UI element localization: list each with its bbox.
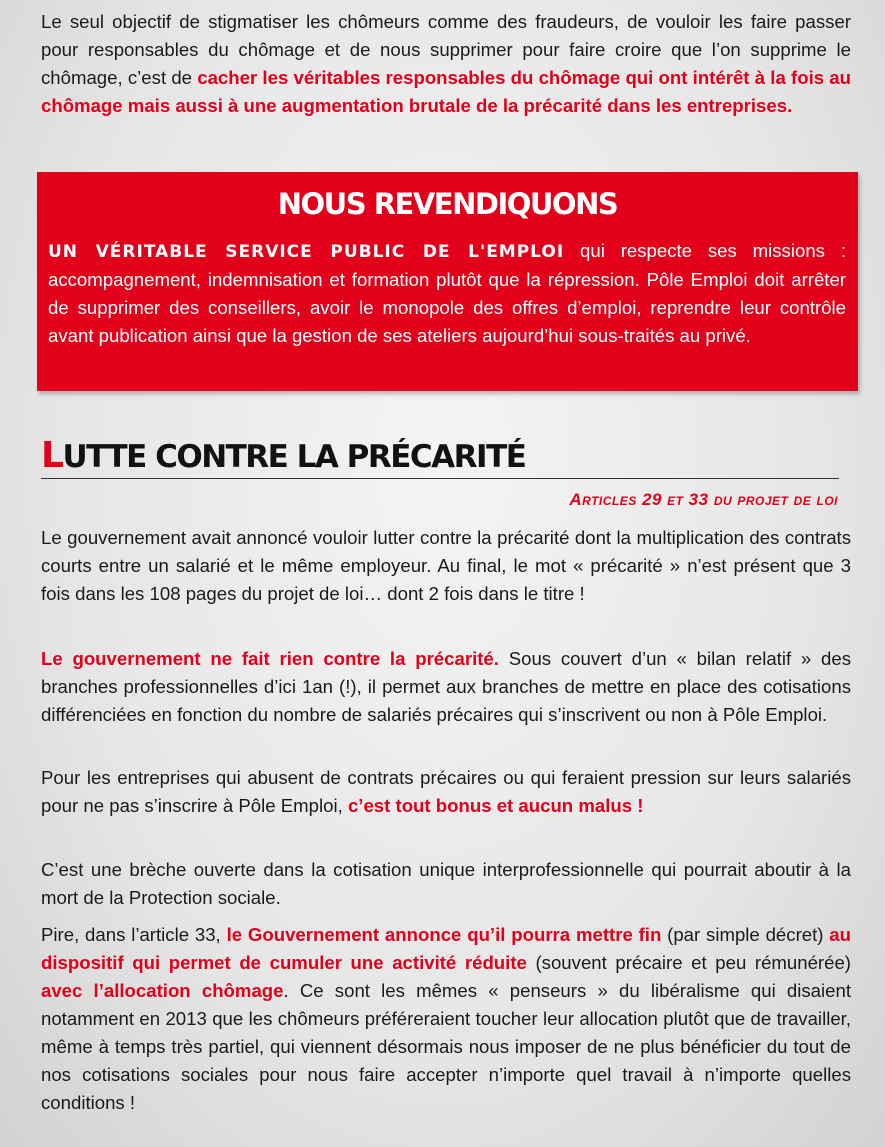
section-subtitle: Articles 29 et 33 du projet de loi <box>569 490 838 509</box>
paragraph-5-highlight-1: le Gouvernement annonce qu’il pourra mettre fin <box>226 924 662 945</box>
paragraph-5-highlight-2: au dispositif qui permet de cumuler une activité réduite <box>41 924 851 973</box>
paragraph-5-text-a: Pire, dans l’article 33, <box>41 924 227 945</box>
demands-lead: UN VÉRITABLE SERVICE PUBLIC DE L'EMPLOI <box>48 242 565 262</box>
section-divider <box>41 478 839 479</box>
intro-paragraph <box>41 8 851 120</box>
demands-paragraph <box>48 237 846 350</box>
demands-title: NOUS REVENDIQUONS <box>277 187 618 221</box>
paragraph-5-text-c: (souvent précaire et peu rémunérée) <box>526 952 851 973</box>
paragraph-2-text: Sous couvert d’un « bilan relatif » des branches professionnelles d’ici 1an (!), il permet aux branches de mettre en place des cotisations différenciées en fonction du nombre de salariés précaires qui s’inscrivent ou non à Pôle Emploi. <box>41 648 852 725</box>
paragraph-1: Le gouvernement avait annoncé vouloir lutter contre la précarité dont la multiplication des contrats courts entre un salarié et le même employeur. Au final, le mot « précarité » n’est présent que 3 fois dans les 108 pages du projet de loi… dont 2 fois dans le titre ! <box>41 527 851 604</box>
intro-text: Le seul objectif de stigmatiser les chômeurs comme des fraudeurs, de vouloir les faire passer pour responsables du chômage et de nous supprimer pour faire croire que l’on supprime le chômage, c’est de <box>41 11 851 88</box>
paragraph-2-highlight: Le gouvernement ne fait rien contre la précarité. <box>41 648 499 669</box>
section-title <box>41 436 525 477</box>
paragraph-5-highlight-3: avec l’allocation chômage <box>41 980 284 1001</box>
paragraph-3 <box>41 764 851 820</box>
paragraph-3-text: Pour les entreprises qui abusent de contrats précaires ou qui feraient pression sur leurs salariés pour ne pas s’inscrire à Pôle Emploi, <box>41 767 851 816</box>
paragraph-5-text-b: (par simple décret) <box>661 924 830 945</box>
demands-text: qui respecte ses missions : accompagnement, indemnisation et formation plutôt que la répression. Pôle Emploi doit arrêter de supprimer des conseillers, avoir le monopole des offres d’emploi, reprendre leur contrôle avant publication ainsi que la gestion de ses ateliers aujourd’hui sous-traités au privé. <box>48 240 846 346</box>
intro-highlight: cacher les véritables responsables du chômage qui ont intérêt à la fois au chômage mais aussi à une augmentation brutale de la précarité dans les entreprises. <box>41 67 851 116</box>
section-title-rest: UTTE CONTRE LA PRÉCARITÉ <box>62 439 526 475</box>
paragraph-4: C’est une brèche ouverte dans la cotisation unique interprofessionnelle qui pourrait aboutir à la mort de la Protection sociale. <box>41 859 851 908</box>
demands-box <box>37 172 858 391</box>
paragraph-2 <box>41 645 851 729</box>
section-title-initial: L <box>41 435 63 476</box>
paragraph-5 <box>41 921 851 1117</box>
paragraph-3-highlight: c’est tout bonus et aucun malus ! <box>347 795 644 816</box>
paragraph-5-text-d: . Ce sont les mêmes « penseurs » du libéralisme qui disaient notamment en 2013 que les chômeurs préféreraient toucher leur allocation plutôt que de travailler, même à temps très partiel, qui viennent désormais nous imposer de ne plus bénéficier du tout de nos cotisations sociales pour nous faire accepter n’importe quel travail à n’importe quelles conditions ! <box>41 980 851 1113</box>
